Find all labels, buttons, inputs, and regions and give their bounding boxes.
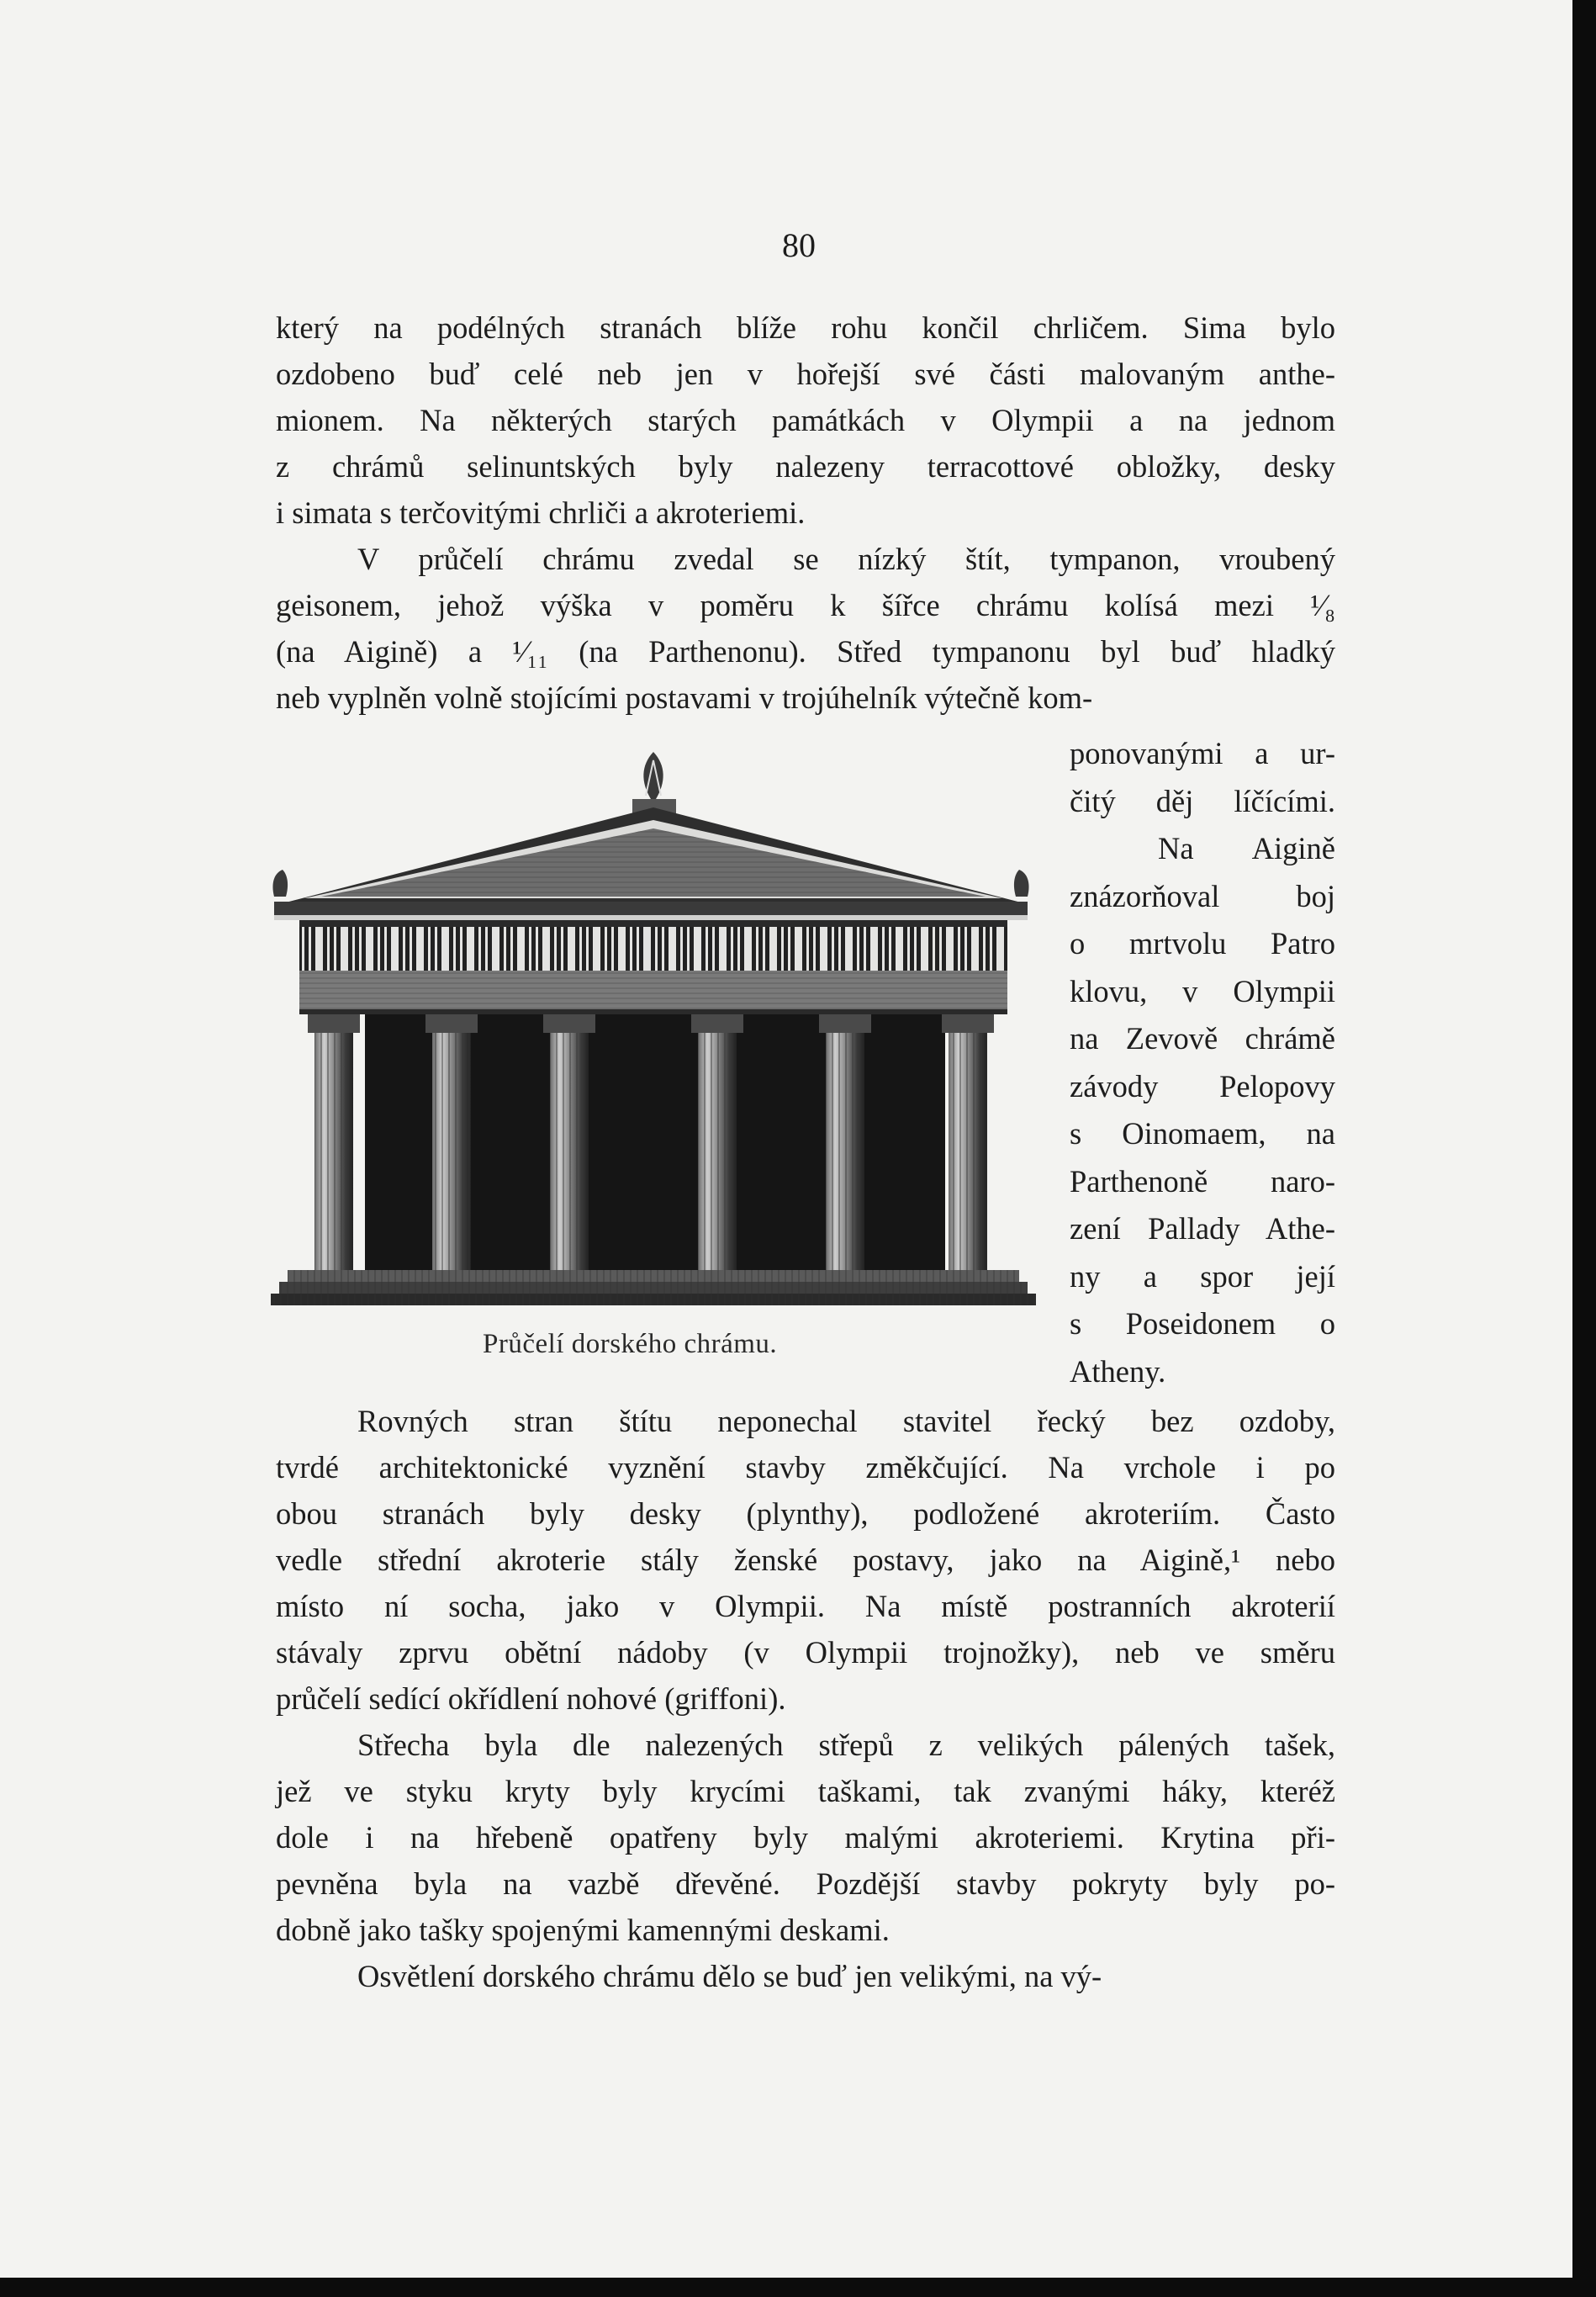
text-line: Osvětlení dorského chrámu dělo se buď jen velikými, na vý- [357,1959,1102,1993]
paragraph [276,1953,1335,1999]
paragraph [276,536,1335,721]
scan-edge-bottom [0,2278,1596,2297]
text-line: neb vyplněn volně stojícími postavami v trojúhelník výtečně kom- [276,680,1093,715]
paragraph [276,1398,1335,1722]
page-number: 80 [782,226,816,264]
text-line: (na Aigině) a ¹⁄₁₁ (na Parthenonu). Střed tympanonu byl buď hladký [276,634,1335,669]
text-line: s Oinomaem, na [1070,1116,1335,1151]
text-block-top [276,304,1335,721]
text-line: který na podélných stranách blíže rohu končil chrličem. Sima bylo [276,310,1335,345]
paragraph [276,1722,1335,1953]
triglyph-frieze [299,920,1007,971]
doric-temple-illustration [271,749,1044,1337]
central-akroterion [632,752,676,814]
text-block-bottom [276,1398,1335,1999]
text-line: na Zevově chrámě [1070,1021,1335,1056]
text-line: zení Pallady Athe- [1070,1211,1335,1246]
figure-caption: Průčelí dorského chrámu. [483,1329,778,1359]
right-akroterion [1014,870,1029,897]
text-line: Rovných stran štítu neponechal stavitel řecký bez ozdoby, [357,1404,1335,1438]
text-line: Atheny. [1070,1353,1166,1389]
scan-edge-right [1572,0,1596,2297]
text-line: tvrdé architektonické vyznění stavby změkčující. Na vrchole i po [276,1450,1335,1485]
text-line: průčelí sedící okřídlení nohové (griffoni). [276,1681,786,1716]
paragraph [276,304,1335,536]
text-line: Parthenoně naro- [1070,1163,1335,1199]
text-line: o mrtvolu Patro [1070,926,1335,961]
text-line: klovu, v Olympii [1070,973,1335,1008]
text-line: místo ní socha, jako v Olympii. Na místě postranních akroterií [276,1589,1335,1623]
text-line: Střecha byla dle nalezených střepů z velikých pálených tašek, [357,1728,1335,1762]
text-line: znázorňoval boj [1070,878,1335,913]
text-line: jež ve styku kryty byly krycími taškami, tak zvanými háky, kteréž [276,1774,1335,1808]
text-line: mionem. Na některých starých památkách v Olympii a na jednom [276,403,1335,437]
text-line: obou stranách byly desky (plynthy), podložené akroteriím. Často [276,1496,1335,1531]
text-line: čitý děj líčícími. [1070,783,1335,818]
left-akroterion [272,870,288,897]
text-line: V průčelí chrámu zvedal se nízký štít, tympanon, vroubený [357,542,1335,576]
text-line: ponovanými a ur- [1070,736,1335,770]
text-line: s Poseidonem o [1070,1306,1335,1341]
text-line: vedle střední akroterie stály ženské postavy, jako na Aigině,¹ nebo [276,1543,1335,1577]
text-line: Na Aigině [1158,831,1335,865]
text-line: pevněna byla na vazbě dřevěné. Pozdější stavby pokryty byly po- [276,1866,1335,1901]
text-line: dole i na hřebeně opatřeny byly malými akroteriemi. Krytina při- [276,1820,1335,1855]
text-line: i simata s terčovitými chrliči a akroteriemi. [276,495,806,530]
text-line: ozdobeno buď celé neb jen v hořejší své části malovaným anthe- [276,357,1335,391]
text-line: z chrámů selinuntských byly nalezeny terracottové obložky, desky [276,449,1335,484]
text-line: závody Pelopovy [1070,1068,1335,1104]
text-line: stávaly zprvu obětní nádoby (v Olympii trojnožky), neb ve směru [276,1635,1335,1670]
text-line: ny a spor její [1070,1258,1335,1294]
text-line: geisonem, jehož výška v poměru k šířce chrámu kolísá mezi ¹⁄₈ [276,588,1335,622]
wrapped-text-column [1070,730,1335,1395]
text-line: dobně jako tašky spojenými kamennými deskami. [276,1913,890,1947]
stylobate [271,1270,1036,1305]
